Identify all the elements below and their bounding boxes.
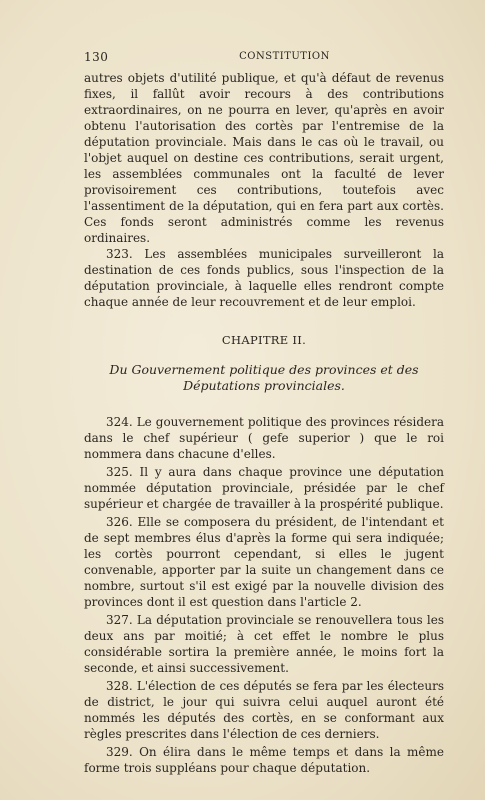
page-header xyxy=(84,50,445,66)
article-323: 323. Les assemblées municipales surveilleront la destination de ces fonds publics, sous l'inspection de la députation provinciale, à laquelle elles rendront compte chaque année de leur recouvrement et de leur emploi. xyxy=(84,247,444,309)
article-329: 329. On élira dans le même temps et dans la même forme trois suppléans pour chaque députation. xyxy=(84,745,444,775)
article-326: 326. Elle se composera du président, de l'intendant et de sept membres élus d'après la forme qui sera indiquée; les cortès pourront cependant, si elles le jugent convenable, apporter par la suite un changement dans ce nombre, surtout s'il est exigé par la nouvelle division des provinces dont il est question dans l'article 2. xyxy=(84,515,444,609)
chapter-title: Du Gouvernement politique des provinces et des Députations provinciales. xyxy=(109,362,419,393)
article-325: 325. Il y aura dans chaque province une députation nommée députation provinciale, présidée par le chef supérieur et chargée de travailler à la prospérité publique. xyxy=(84,465,444,511)
article-328: 328. L'élection de ces députés se fera par les électeurs de district, le jour qui suivra celui auquel auront été nommés les députés des cortès, en se conformant aux règles prescrites dans l'élection de ces derniers. xyxy=(84,679,444,741)
running-title: CONSTITUTION xyxy=(239,51,330,62)
body-text xyxy=(84,70,444,776)
article-327: 327. La députation provinciale se renouvellera tous les deux ans par moitié; à cet effet le nombre le plus considérable sortira la première année, le moins fort la seconde, et ainsi successivement. xyxy=(84,613,444,675)
chapter-heading: CHAPITRE II. xyxy=(221,333,307,347)
page-number: 130 xyxy=(84,50,109,64)
paragraph-continued: autres objets d'utilité publique, et qu'à défaut de revenus fixes, il fallût avoir recours à des contributions extraordinaires, on ne pourra en lever, qu'après en avoir obtenu l'autorisation des cortès par l'entremise de la députation provinciale. Mais dans le cas où le travail, ou l'objet auquel on destine ces contributions, serait urgent, les assemblées communales ont la faculté de lever provisoirement ces contributions, toutefois avec l'assentiment de la députation, qui en fera part aux cortès. Ces fonds seront administrés comme les revenus ordinaires. xyxy=(84,71,444,245)
article-324: 324. Le gouvernement politique des provinces résidera dans le chef supérieur ( gefe superior ) que le roi nommera dans chacune d'elles. xyxy=(84,415,444,461)
